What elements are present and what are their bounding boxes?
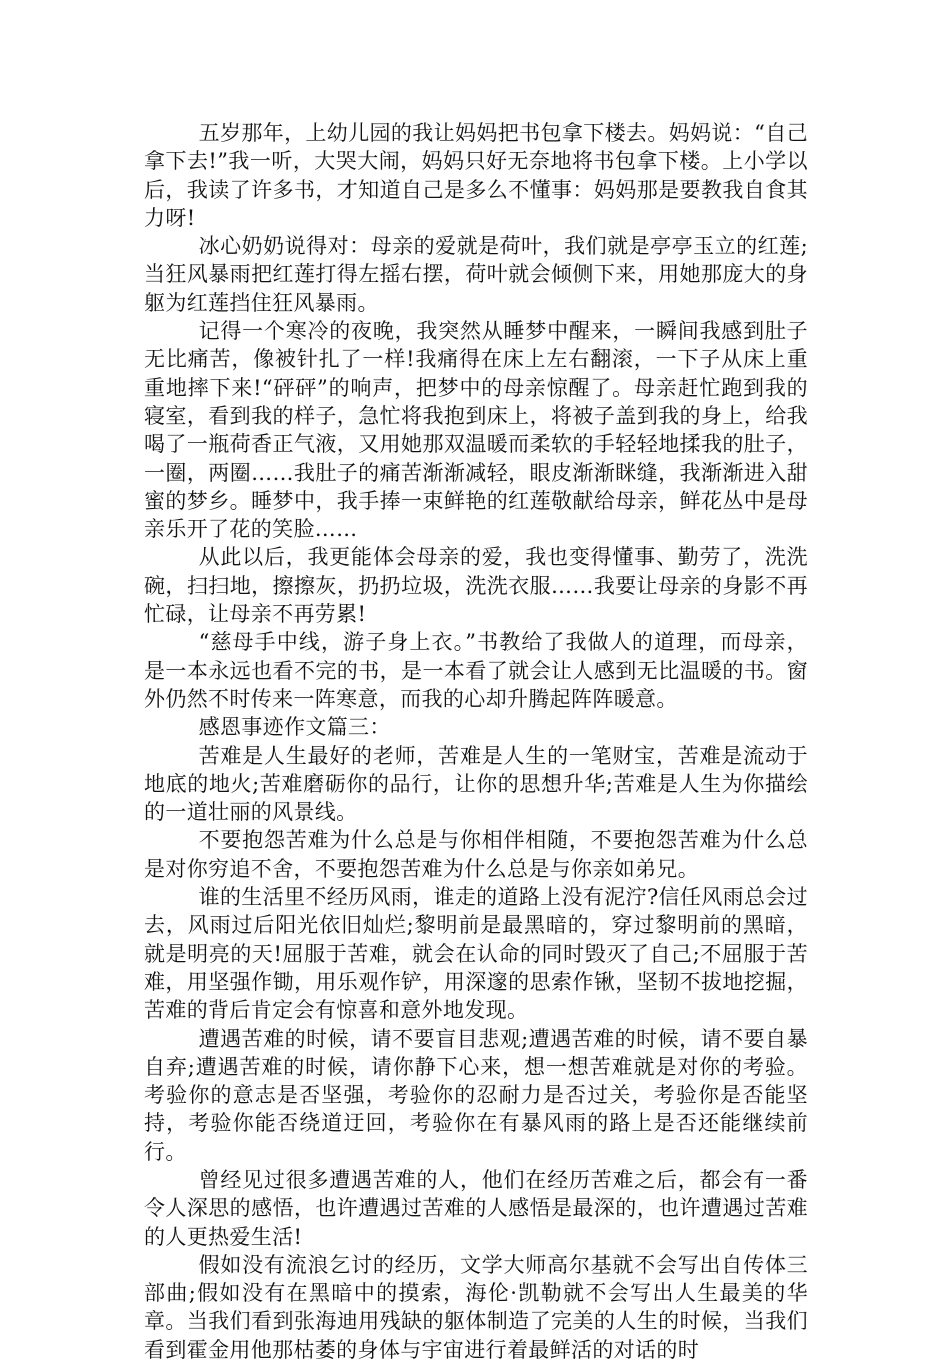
document-body — [144, 119, 808, 1364]
section-heading: 感恩事迹作文篇三： — [198, 715, 391, 740]
paragraph: 记得一个寒冷的夜晚，我突然从睡梦中醒来，一瞬间我感到肚子无比痛苦，像被针扎了一样!我痛得在床上左右翻滚，一下子从床上重重地摔下来!“砰砰”的响声，把梦中的母亲惊醒了。母亲赶忙跑到我的寝室，看到我的样子，急忙将我抱到床上，将被子盖到我的身上，给我喝了一瓶荷香正气液，又用她那双温暖而柔软的手轻轻地揉我的肚子，一圈，两圈……我肚子的痛苦渐渐减轻，眼皮渐渐眯缝，我渐渐进入甜蜜的梦乡。睡梦中，我手捧一束鲜艳的红莲敬献给母亲，鲜花丛中是母亲乐开了花的笑脸…… — [144, 319, 808, 542]
paragraph: “慈母手中线，游子身上衣。”书教给了我做人的道理，而母亲，是一本永远也看不完的书，是一本看了就会让人感到无比温暖的书。窗外仍然不时传来一阵寒意，而我的心却升腾起阵阵暖意。 — [144, 630, 808, 711]
paragraph: 谁的生活里不经历风雨，谁走的道路上没有泥泞?信任风雨总会过去，风雨过后阳光依旧灿烂;黎明前是最黑暗的，穿过黎明前的黑暗，就是明亮的天!屈服于苦难，就会在认命的同时毁灭了自己;不屈服于苦难，用坚强作锄，用乐观作铲，用深邃的思索作锹，坚韧不拔地挖掘，苦难的背后肯定会有惊喜和意外地发现。 — [144, 885, 808, 1023]
paragraph: 曾经见过很多遭遇苦难的人，他们在经历苦难之后，都会有一番令人深思的感悟，也许遭遇过苦难的人感悟是最深的，也许遭遇过苦难的人更热爱生活! — [144, 1167, 808, 1249]
paragraph: 冰心奶奶说得对：母亲的爱就是荷叶，我们就是亭亭玉立的红莲;当狂风暴雨把红莲打得左摇右摆，荷叶就会倾侧下来，用她那庞大的身躯为红莲挡住狂风暴雨。 — [144, 234, 808, 315]
paragraph: 不要抱怨苦难为什么总是与你相伴相随，不要抱怨苦难为什么总是对你穷追不舍，不要抱怨苦难为什么总是与你亲如弟兄。 — [144, 828, 808, 881]
paragraph: 假如没有流浪乞讨的经历，文学大师高尔基就不会写出自传体三部曲;假如没有在黑暗中的摸索，海伦·凯勒就不会写出人生最美的华章。当我们看到张海迪用残缺的躯体制造了完美的人生的时候，当我们看到霍金用他那枯萎的身体与宇宙进行着最鲜活的对话的时 — [144, 1252, 808, 1362]
paragraph: 从此以后，我更能体会母亲的爱，我也变得懂事、勤劳了，洗洗碗，扫扫地，擦擦灰，扔扔垃圾，洗洗衣服……我要让母亲的身影不再忙碌，让母亲不再劳累! — [144, 545, 808, 627]
paragraph: 苦难是人生最好的老师，苦难是人生的一笔财宝，苦难是流动于地底的地火;苦难磨砺你的品行，让你的思想升华;苦难是人生为你描绘的一道壮丽的风景线。 — [144, 743, 808, 825]
paragraph: 遭遇苦难的时候，请不要盲目悲观;遭遇苦难的时候，请不要自暴自弃;遭遇苦难的时候，请你静下心来，想一想苦难就是对你的考验。考验你的意志是否坚强，考验你的忍耐力是否过关，考验你是否能坚持，考验你能否绕道迂回，考验你在有暴风雨的路上是否还能继续前行。 — [144, 1026, 808, 1164]
paragraph: 五岁那年，上幼儿园的我让妈妈把书包拿下楼去。妈妈说：“自己拿下去!”我一听，大哭大闹，妈妈只好无奈地将书包拿下楼。上小学以后，我读了许多书，才知道自己是多么不懂事：妈妈那是要教我自食其力呀! — [144, 121, 808, 230]
